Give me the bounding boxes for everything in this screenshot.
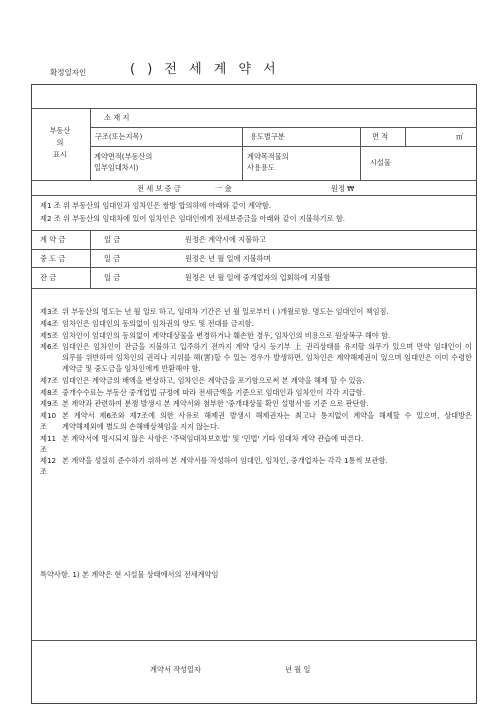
- area-label: 면 적: [372, 132, 389, 141]
- structure-label: 구조(또는지목): [95, 132, 143, 141]
- article: 제10조 본 계약서 제6조와 제7조에 의한 사유로 해제권 발생시 해제권자는 최고나 통지없이 계약을 해제할 수 있으며, 상대방은 계약해제외에 별도의 손해배상책임을 지지 않는다.: [40, 411, 472, 431]
- payment-amount-label: 일 금: [104, 273, 121, 282]
- divider: [31, 180, 477, 181]
- article: 제8조 중개수수료는 부동산 중개업법 규정에 따라 전세금액을 기준으로 임대인과 임차인이 각각 지급함.: [40, 387, 365, 397]
- property-group-label: 부동산 의 표시: [49, 126, 71, 159]
- lease-area-label: 계약면적(부동산의 일부임대차시): [94, 152, 153, 172]
- payment-terms: 원정은 년 월 일에 중개업자의 입회하에 지불함: [185, 273, 331, 282]
- divider: [360, 127, 361, 180]
- usage-label: 용도별구분: [250, 132, 285, 141]
- divider: [31, 267, 477, 268]
- payment-label: 계 약 금: [40, 235, 66, 244]
- deposit-amount-suffix: 원정 ₩: [331, 184, 355, 193]
- payment-amount-label: 일 금: [104, 254, 121, 263]
- page-title: ( ) 전 세 계 약 서: [130, 62, 280, 77]
- divider: [90, 230, 91, 288]
- payment-label: 잔 금: [40, 273, 57, 282]
- divider: [31, 249, 477, 250]
- article: 제4조 임차인은 임대인의 동의없이 임차권의 양도 및 전대를 금지함.: [40, 318, 254, 328]
- divider: [90, 127, 477, 128]
- payment-terms: 원정은 계약시에 지불하고: [185, 235, 266, 244]
- area-unit: ㎡: [456, 132, 464, 141]
- article: 제5조 임차인이 임대인의 동의없이 계약대상물을 변경하거나 훼손한 경우, 임차인의 비용으로 원상복구 해야 함.: [40, 330, 391, 340]
- divider: [31, 288, 477, 289]
- clause-1: 제1 조 위 부동산의 임대인과 임차인은 쌍방 합의하에 아래와 같이 계약함.: [40, 201, 272, 210]
- deposit-amount-prefix: 一 金: [215, 184, 232, 193]
- footer-date: 년 월 일: [285, 665, 311, 674]
- divider: [31, 640, 477, 641]
- divider: [31, 108, 477, 109]
- divider: [31, 230, 477, 231]
- article: 제12조 본 계약을 성실히 준수하기 위하여 본 계약서를 작성하여 임대인, 임차인, 중개업자는 각각 1통씩 보관함.: [40, 456, 388, 477]
- divider: [405, 127, 406, 146]
- payment-label: 중 도 금: [40, 254, 66, 263]
- location-label: 소 재 지: [104, 113, 130, 122]
- special-terms: 특약사항. 1) 본 계약은 현 시설물 상태에서의 전세계약임: [40, 570, 219, 579]
- article: 제9조 본 계약과 관련하여 분쟁 발생시 본 계약서와 첨부한 '중개대상물 확인 설명서'를 기준 으로 판단함.: [40, 399, 369, 409]
- article: 제3조 위 부동산의 명도는 년 월 일로 하고, 임대차 기간은 년 월 일로부터 ( )개월로함. 명도는 임대인이 책임짐.: [40, 307, 389, 316]
- article: 제7조 임대인은 계약금의 배액을 변상하고, 임차인은 계약금을 포기함으로써 본 계약을 해제 할 수 있음.: [40, 375, 365, 385]
- payment-terms: 원정은 년 월 일에 지불하며: [185, 254, 271, 263]
- payment-amount-label: 일 금: [104, 235, 121, 244]
- deposit-label: 전 세 보 증 금: [137, 184, 181, 193]
- divider: [90, 108, 91, 180]
- article: 제6조 임대인은 임차인이 잔금을 지불하고 입주하기 전까지 계약 당시 등기부 上 권리상태를 유지할 의무가 있으며 만약 임대인이 이 의무를 위반하여 임차인의 권리나 지위를 해(害)할 수 있는 경우가 발생하면, 임차인은 계약해제권이 있으며 임대인은 이미 수령한 계약금 및 중도금을 임차인에게 반환해야 함.: [40, 342, 472, 373]
- purpose-label: 계약목적물의 사용용도: [247, 152, 289, 172]
- footer-date-label: 계약서 작성일자: [150, 665, 201, 674]
- facility-label: 시설물: [370, 158, 391, 167]
- articles-list: [40, 307, 472, 479]
- confirm-date-label: 확정일자인: [50, 68, 87, 77]
- divider: [242, 127, 243, 180]
- divider: [31, 195, 477, 196]
- divider: [90, 146, 477, 147]
- clause-2: 제2 조 위 부동산의 임대차에 있어 임차인은 임대인에게 전세보증금을 아래와 같이 지불하기로 함.: [40, 214, 346, 223]
- article: 제11조 본 계약서에 명시되지 않은 사항은 '주택임대차보호법' 및 '민법' 기타 임대차 계약 관습에 따른다.: [40, 433, 364, 454]
